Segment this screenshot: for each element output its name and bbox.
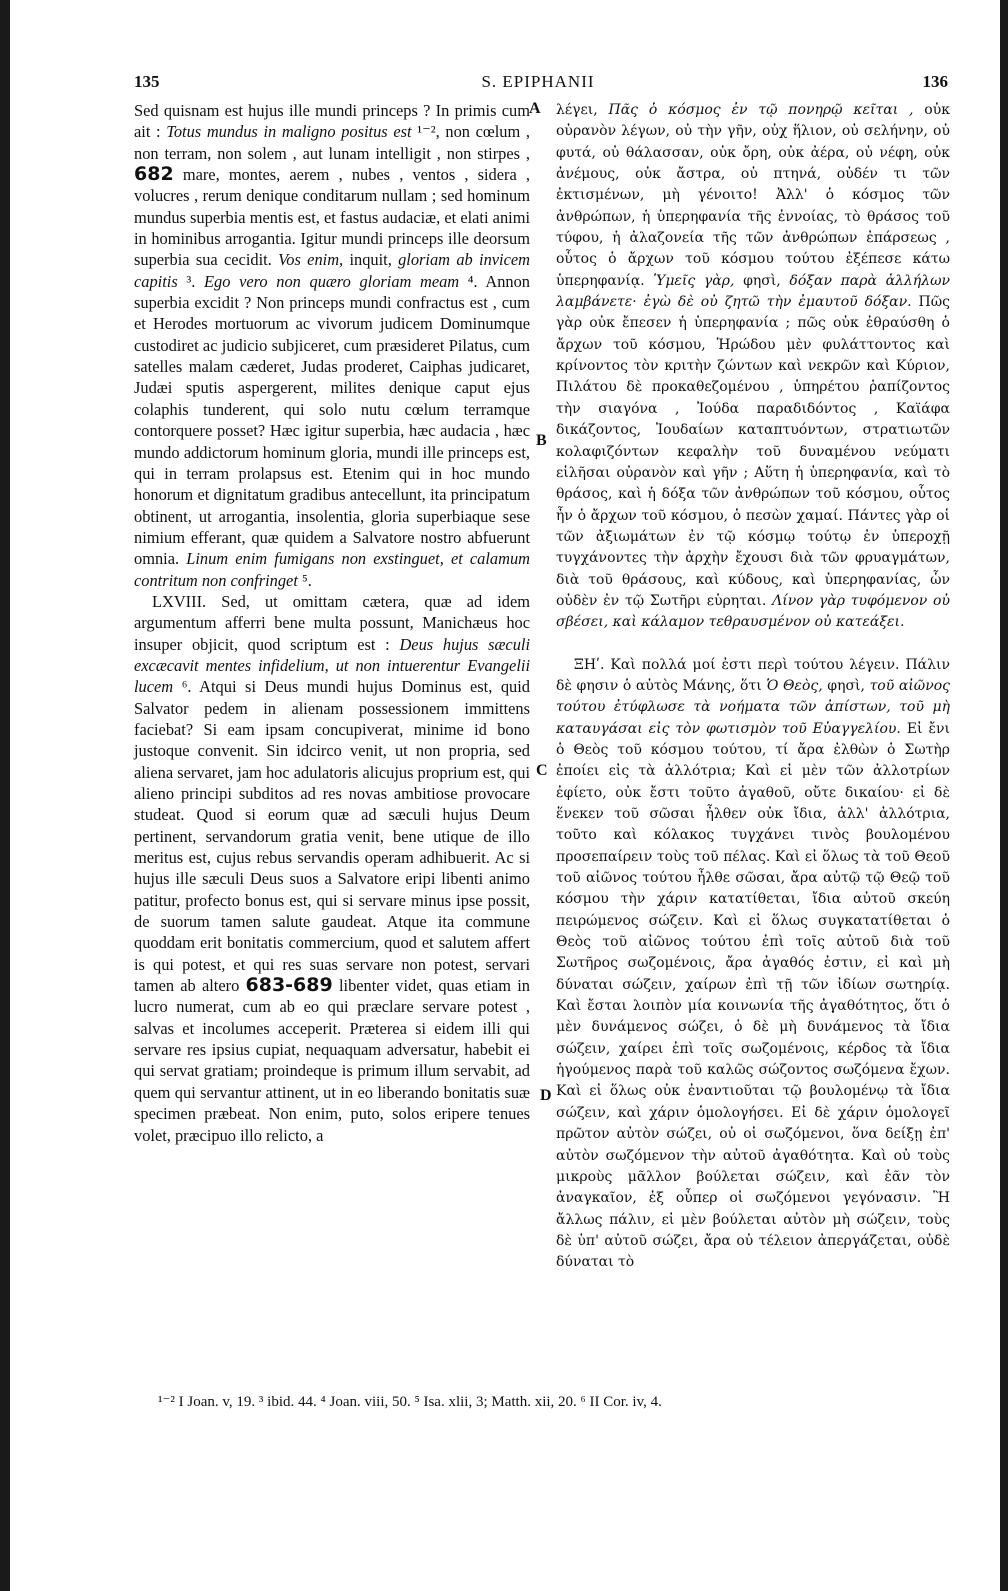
margin-letter-a: A: [529, 100, 541, 117]
latin-paragraph: Sed quisnam est hujus ille mundi princeps ? In primis cum ait : Totus mundus in maligno positus est ¹⁻², non cœlum , non terram, non solem , aut lunam intelligit , non stirpes , 682 mare, montes, aerem , nubes , ventos , sidera , volucres , rerum denique conditarum nullam ; sed hominum mundus superbia mentis est, et fastus audaciæ, et elati animi in hominibus arrogantia. Igitur mundi princeps ille deorsum superbia sua cecidit. Vos enim, inquit, gloriam ab invicem capitis ³. Ego vero non quæro gloriam meam ⁴. Annon superbia excidit ? Non princeps mundi confractus est , cum et Herodes mortuorum ac vivorum judicem Dominumque custodiret ac judicio subjiceret, cum præsideret Pilatus, cum satelles malam cæderet, Judas proderet, Caiphas judicaret, Judæi sputis aspergerent, milites denique caput ejus colaphis tunderent, qui solo nutu cœlum terramque contorquere posset? Hæc igitur superbia, hæc audacia , hæc mundo addictorum hominum gloria, mundi ille princeps est, qui in terram prolapsus est. Etenim qui in hoc mundo honorum et dignitatum gradibus antecellunt, ita principatum obtinent, ut arrogantia, insolentia, gloria superbiaque sese nimium efferant, quæ quidem a Salvatore nostro abfuerunt omnia. Linum enim fumigans non exstinguet, et calamum contritum non confringet ⁵.: [134, 101, 530, 590]
page-stamp: 682: [134, 163, 174, 186]
footnotes: ¹⁻² I Joan. v, 19. ³ ibid. 44. ⁴ Joan. viii, 50. ⁵ Isa. xlii, 3; Matth. xii, 20. ⁶ II Cor. iv, 4.: [158, 1394, 662, 1410]
greek-paragraph: λέγει, Πᾶς ὁ κόσμος ἐν τῷ πονηρῷ κεῖται , οὐκ οὐρανὸν λέγων, οὐ τὴν γῆν, οὐχ ἥλιον, οὐ σελήνην, οὐ φυτά, οὐ θάλασσαν, οὐκ ὄρη, οὐκ ἀέρα, οὐ νέφη, οὐκ ἀνέμους, οὐκ ἄστρα, οὐ πτηνά, οὐδέν τι τῶν ἐκτισμένων, μὴ γένοιτο! Ἀλλ' ὁ κόσμος τῶν ἀνθρώπων, ἡ ὑπερηφανία τῆς ἐννοίας, τὸ θράσος τοῦ τύφου, ἡ ἀλαζονεία τῆς τῶν ἀνθρώπων ἐπάρσεως , οὗτος ὁ ἄρχων τοῦ κόσμου τούτου ἐξέπεσε κάτω ὑπερηφανίᾳ. Ὑμεῖς γὰρ, φησὶ, δόξαν παρὰ ἀλλήλων λαμβάνετε· ἐγὼ δὲ οὐ ζητῶ τὴν ἐμαυτοῦ δόξαν. Πῶς γὰρ οὐκ ἔπεσεν ἡ ὑπερηφανία ; πῶς οὐκ ἐθραύσθη ὁ ἄρχων τοῦ κόσμου, Ἡρώδου μὲν φυλάττοντος καὶ κρίνοντος τὸν κριτὴν ζώντων καὶ νεκρῶν καὶ Κύριον, Πιλάτου δὲ προκαθεζομένου , ὑπηρέτου ῥαπίζοντος τὴν σιαγόνα , Ἰούδα παραδιδόντος , Καϊάφα δικάζοντος, Ἰουδαίων καταπτυόντων, στρατιωτῶν κολαφιζόντων κεφαλὴν τοῦ δυναμένου νεύματι εἱλῆσαι οὐρανὸν καὶ γῆν ; Αὕτη ἡ ὑπερηφανία, καὶ τὸ θράσος, καὶ ἡ δόξα τῶν ἀνθρώπων τοῦ κόσμου, οὗτος ἦν ὁ ἄρχων τοῦ κόσμου, ὁ πεσὼν χαμαί. Πάντες γὰρ οἱ τῶν ἀξιωμάτων ἐν τῷ κόσμῳ τούτῳ ἐν ὑπεροχῇ τυγχάνοντες τὴν ἀρχὴν ἔχουσι διὰ τῶν φρυαγμάτων, διὰ τοῦ θράσους, καὶ κύδους, καὶ ὑπερηφανίας, ὧν οὐδὲν ἐν τῷ Σωτῆρι εὑρηται. Λίνον γὰρ τυφόμενον οὐ σβέσει, καὶ κάλαμον τεθραυσμένον οὐ κατεάξει.: [556, 102, 950, 631]
paragraph-gap: [556, 634, 950, 655]
margin-letter-d: D: [540, 1087, 552, 1104]
latin-column: [134, 100, 530, 1146]
scan-edge-right: [1000, 0, 1008, 1591]
latin-paragraph: LXVIII. Sed, ut omittam cætera, quæ ad idem argumentum afferri bene multa possunt, Manichæus hoc insuper objicit, quod scriptum est : Deus hujus sæculi excæcavit mentes infidelium, ut non intuerentur Evangelii lucem ⁶. Atqui si Deus mundi hujus Dominus est, quid Salvator pedem in alienam possessionem immittens faciebat? Si eam ipsam concupiverat, minime id bono justoque convenit. Sin idcirco venit, ut non propria, sed aliena servaret, jam hoc adulatoris alicujus proprium est, qui alieno principi subditos ad res novas ambitiose provocare studeat. Quod si eorum quæ ad sæculi hujus Deum pertinent, servandorum gratia venit, bene utique de illo meritus est, cujus rebus servandis operam adhibuerit. Ac si hujus ille sæculi Deus suos a Salvatore eripi libenti animo patitur, profecto bonus est, qui si servare minus ipse possit, de suorum tamen salute gaudeat. Atque ita commune quoddam erit bonitatis commercium, quod et salutem affert is qui potest, et qui res suas servare non potest, servari tamen ab altero 683-689 libenter videt, quas etiam in lucro numerat, cum ab eo qui præclare servare potest , salvas et incolumes acceperit. Præterea si eidem illi qui servare res ipsius cupiat, nequaquam adversatur, habebit ei qui servat gratiam; proindeque is primum illum servabit, ad quem qui servantur attinent, ut in eo liberando bonitatis suæ specimen præbeat. Non enim, puto, solos eripere tenues volet, præcipuo illo relicto, a: [134, 591, 531, 1145]
running-header: [128, 72, 948, 98]
page-number-left: 135: [134, 72, 160, 91]
page-stamp: 683-689: [245, 974, 333, 997]
margin-letter-b: B: [536, 432, 547, 449]
page-number-right: 136: [922, 72, 948, 91]
scan-edge-left: [0, 0, 10, 1591]
greek-column: [556, 100, 950, 1274]
margin-letter-c: C: [536, 762, 548, 779]
greek-paragraph: ΞΗʹ. Καὶ πολλά μοί ἐστι περὶ τούτου λέγειν. Πάλιν δὲ φησιν ὁ αὐτὸς Μάνης, ὅτι Ὁ Θεὸς, φησὶ, τοῦ αἰῶνος τούτου ἐτύφλωσε τὰ νοήματα τῶν ἀπίστων, τοῦ μὴ καταυγάσαι εἰς τὸν φωτισμὸν τοῦ Εὐαγγελίου. Εἰ ἔνι ὁ Θεὸς τοῦ κόσμου τούτου, τί ἄρα ἐλθὼν ὁ Σωτὴρ ἐποίει εἰς τὰ ἀλλότρια; Καὶ εἰ μὲν τῶν ἀλλοτρίων ἐφίετο, οὐκ ἔστι τοῦτο ἀγαθοῦ, οὔτε δικαίου· εἰ δὲ ἕνεκεν τοῦ σῶσαι ἦλθεν οὐκ ἴδια, ἀλλ' ἀλλότρια, τοῦτο καὶ κόλακος τυγχάνει τινὸς βουλομένου προσεπαίρειν τοὺς τοῦ πέλας. Καὶ εἰ ὅλως τὰ τοῦ Θεοῦ τοῦ αἰῶνος τούτου ἦλθε σῶσαι, ἄρα αὐτῷ τῷ Θεῷ τοῦ κόσμου τὴν χάριν κατατίθεται, ἴδια αὐτοῦ σκεύη πειρώμενος σώζειν. Καὶ εἰ ὅλως συγκατατίθεται ὁ Θεὸς τοῦ αἰῶνος τούτου ἐπὶ τοῖς αὐτοῦ διὰ τοῦ Σωτῆρος σωζομένοις, ἄρα ἀγαθός ἐστιν, εἰ καὶ μὴ δύναται σώζειν, χαίρων ἐπὶ τῇ τῶν ἰδίων σωτηρίᾳ. Καὶ ἔσται λοιπὸν μία κοινωνία τῆς ἀγαθότητος, ὅτι ὁ μὲν δυνάμενος σώζει, ὁ δὲ μὴ δυνάμενος τὰ ἴδια σώζειν, χαίρει ἐπὶ τοῖς σωζομένοις, κέρδος τὰ ἴδια ἡγούμενος παρὰ τοῦ καλῶς σώζοντος σωζόμενα ἔχων. Καὶ εἰ ὅλως οὐκ ἐναντιοῦται τῷ βουλομένῳ τὰ ἴδια σώζειν, καὶ χάριν ὁμολογήσει. Εἰ δὲ χάριν ὁμολογεῖ πρῶτον αὐτὸν σώζει, οὐ οἱ σωζόμενοι, ὅνα δείξῃ ἐπ' αὐτὸν σωζόμενον τὴν αὐτοῦ ἀγαθότητα. Καὶ οὐ τοὺς μικροὺς μᾶλλον βούλεται σώζειν, καὶ ἐᾶν τὸν ἀναγκαῖον, ἐξ οὗπερ οἱ σωζόμενοι γεγόνασιν. Ἢ ἄλλως πάλιν, εἰ μὲν βούλεται αὐτὸν μὴ σώζειν, τοὺς δὲ ὑπ' αὐτοῦ σώζει, ἄρα οὐ τέλειον ἀπεργάζεται, οὐδὲ δύναται τὸ: [556, 656, 950, 1271]
running-title: S. EPIPHANII: [481, 72, 595, 91]
